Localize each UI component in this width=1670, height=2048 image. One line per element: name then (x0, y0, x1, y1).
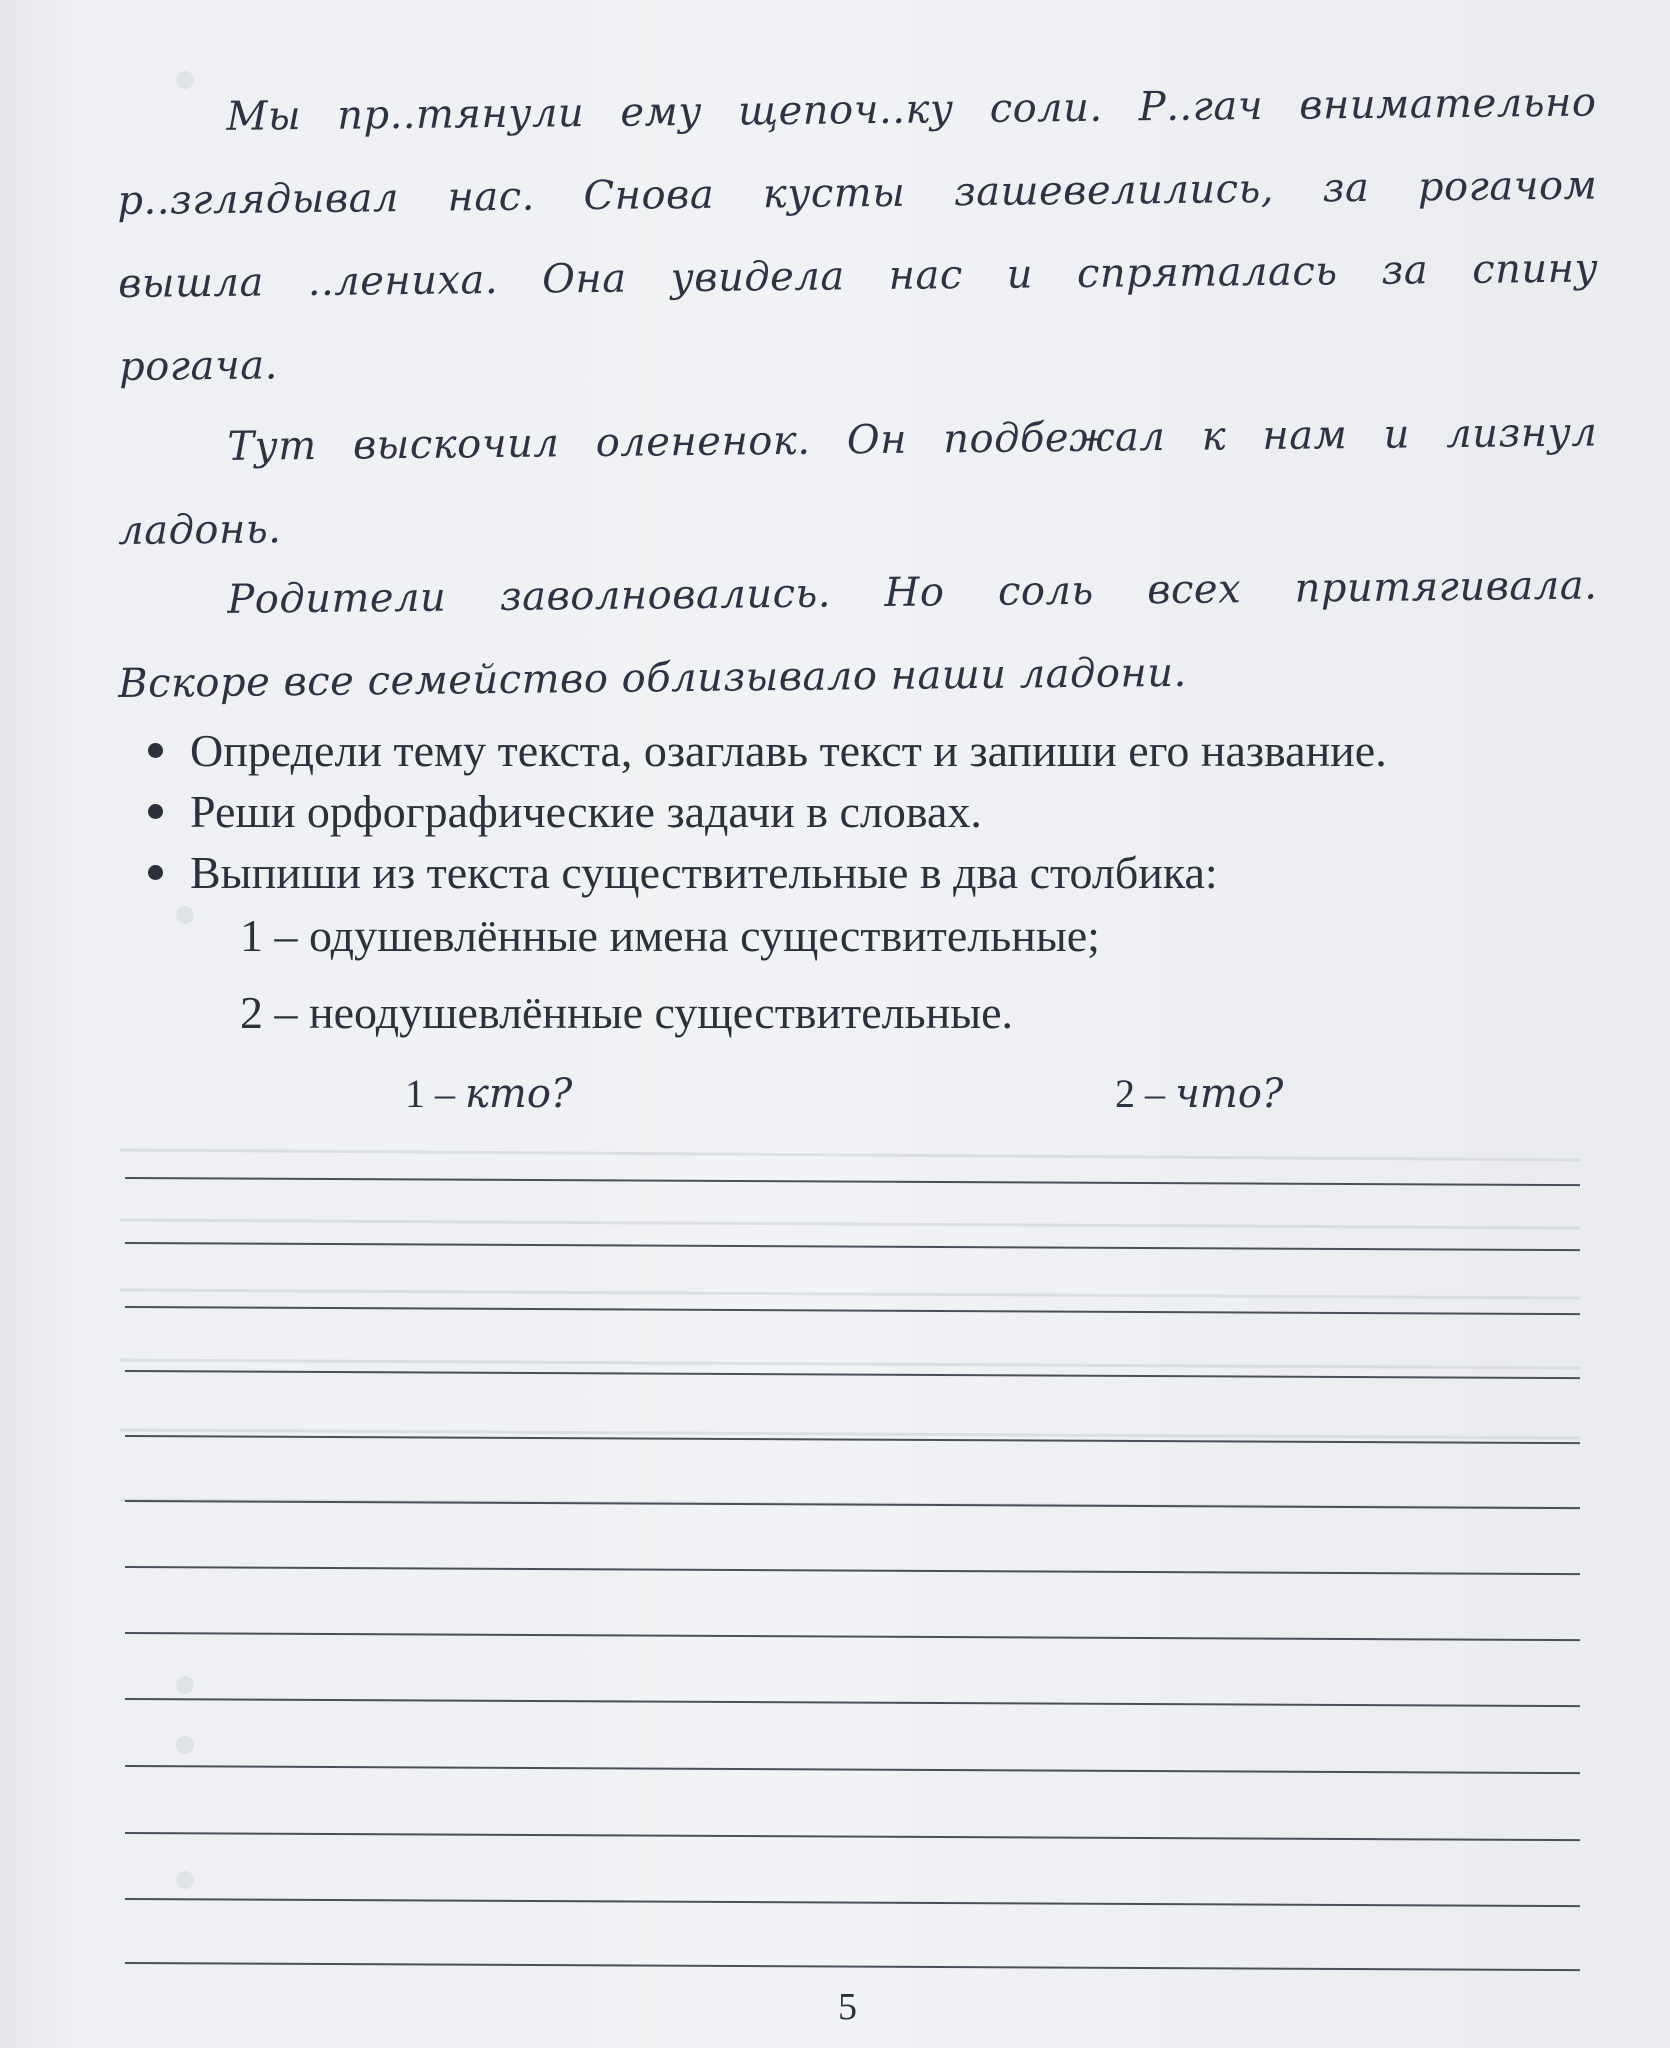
column-heading-2 (1115, 1070, 1283, 1117)
task-list (190, 720, 1590, 903)
column-heading-number: 1 – (405, 1071, 455, 1116)
writing-line[interactable] (125, 1370, 1580, 1379)
task-item (190, 720, 1590, 781)
paragraph-line: р..зглядывал нас. Снова кусты зашевелились, за рогачом (117, 162, 1598, 225)
column-heading-1 (405, 1070, 572, 1117)
writing-line[interactable] (125, 1177, 1580, 1186)
bullet-icon (148, 865, 163, 880)
writing-line[interactable] (125, 1566, 1580, 1575)
paragraph-line: Тут выскочил олененок. Он подбежал к нам и лизнул (227, 409, 1598, 470)
page-number: 5 (838, 1986, 857, 2028)
writing-line[interactable] (125, 1632, 1580, 1641)
writing-line[interactable] (125, 1765, 1580, 1774)
column-heading-question: что? (1175, 1071, 1284, 1117)
bullet-icon (148, 743, 163, 758)
paragraph-line: ладонь. (118, 506, 282, 554)
task-item (190, 842, 1590, 903)
task-text: Реши орфографические задачи в словах. (190, 786, 982, 837)
column-heading-question: кто? (465, 1071, 573, 1117)
writing-line[interactable] (125, 1832, 1580, 1841)
column-description-1: 1 – одушевлённые имена существительные; (240, 910, 1100, 961)
bullet-icon (148, 804, 163, 819)
task-text: Определи тему текста, озаглавь текст и запиши его название. (190, 725, 1387, 776)
paragraph-line: Вскоре все семейство облизывало наши ладони. (118, 649, 1187, 707)
handwritten-paragraph-2 (117, 410, 1599, 591)
writing-line[interactable] (125, 1698, 1580, 1707)
handwritten-paragraph-1 (116, 80, 1599, 427)
paragraph-line: рогача. (118, 342, 279, 390)
writing-line[interactable] (125, 1306, 1580, 1315)
writing-line[interactable] (125, 1962, 1580, 1971)
writing-line[interactable] (125, 1435, 1580, 1444)
writing-line[interactable] (125, 1242, 1580, 1251)
paragraph-line: вышла ..лениха. Она увидела нас и спряталась за спину (118, 245, 1599, 307)
writing-line[interactable] (125, 1898, 1580, 1907)
task-item (190, 781, 1590, 842)
task-text: Выпиши из текста существительные в два столбика: (190, 847, 1218, 898)
writing-line[interactable] (125, 1500, 1580, 1509)
column-heading-number: 2 – (1115, 1071, 1165, 1116)
handwritten-paragraph-3 (117, 563, 1599, 744)
paragraph-line: Родители заволновались. Но соль всех притягивала. (227, 562, 1598, 623)
column-description-2: 2 – неодушевлённые существительные. (240, 987, 1014, 1038)
paragraph-line: Мы пр..тянули ему щепоч..ку соли. Р..гач внимательно (226, 79, 1597, 140)
